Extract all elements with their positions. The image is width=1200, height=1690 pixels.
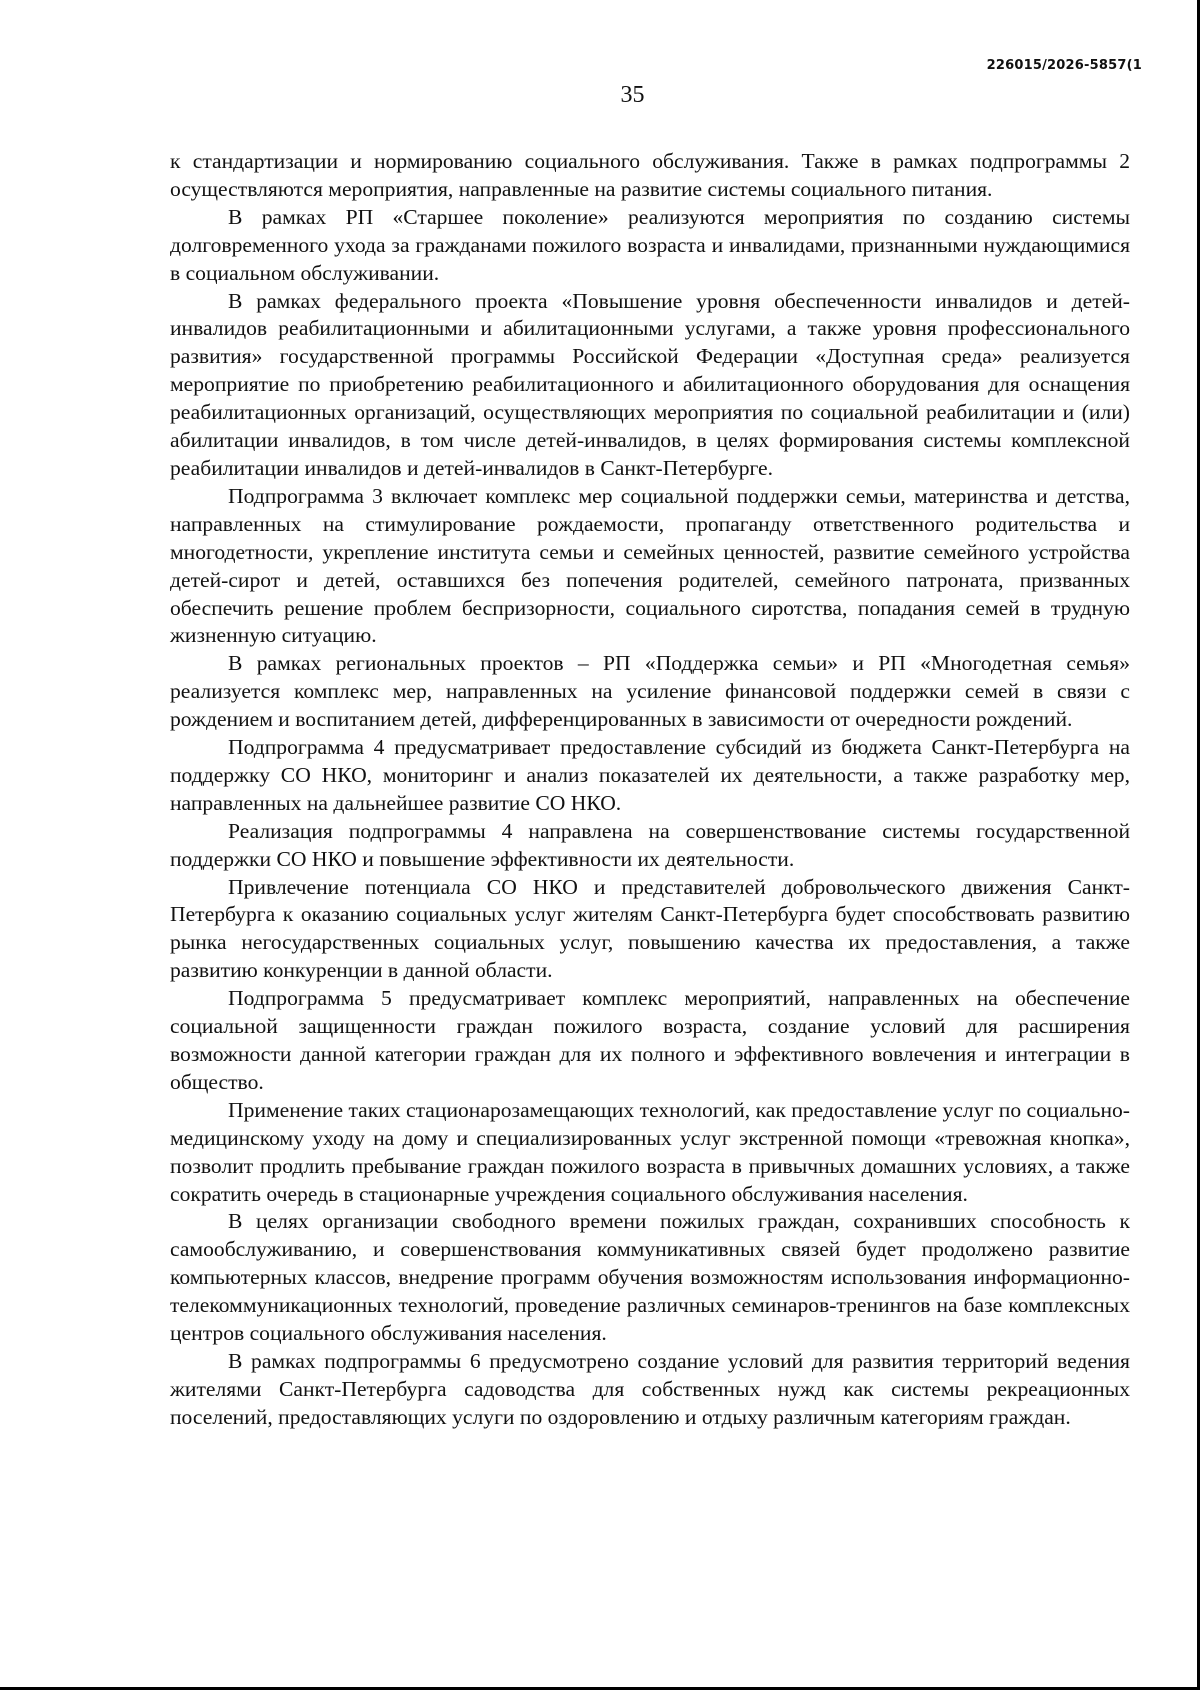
paragraph: Подпрограмма 3 включает комплекс мер социальной поддержки семьи, материнства и детства, направленных на стимулирование рождаемости, пропаганду ответственного родительства и многодетности, укрепление института семьи и семейных ценностей, развитие семейного устройства детей-сирот и детей, оставшихся без попечения родителей, семейного патроната, призванных обеспечить решение проблем беспризорности, социального сиротства, попадания семей в трудную жизненную ситуацию. — [170, 483, 1130, 648]
paragraph: Реализация подпрограммы 4 направлена на совершенствование системы государственной поддержки СО НКО и повышение эффективности их деятельности. — [170, 818, 1130, 871]
paragraph: В целях организации свободного времени пожилых граждан, сохранивших способность к самообслуживанию, и совершенствования коммуникативных связей будет продолжено развитие компьютерных классов, внедрение программ обучения возможностям использования информационно-телекоммуникационных технологий, проведение различных семинаров-тренингов на базе комплексных центров социального обслуживания населения. — [170, 1209, 1130, 1346]
paragraph: В рамках подпрограммы 6 предусмотрено создание условий для развития территорий ведения жителями Санкт-Петербурга садоводства для собственных нужд как системы рекреационных поселений, предоставляющих услуги по оздоровлению и отдыху различным категориям граждан. — [170, 1348, 1130, 1429]
paragraph: к стандартизации и нормированию социального обслуживания. Также в рамках подпрограммы 2 осуществляются мероприятия, направленные на развитие системы социального питания. — [170, 149, 1130, 201]
paragraph: В рамках РП «Старшее поколение» реализуются мероприятия по созданию системы долговременного ухода за гражданами пожилого возраста и инвалидами, признанными нуждающимися в социальном обслуживании. — [170, 204, 1130, 285]
paragraph: В рамках федерального проекта «Повышение уровня обеспеченности инвалидов и детей-инвалидов реабилитационными и абилитационными услугами, а также уровня профессионального развития» государственной программы Российской Федерации «Доступная среда» реализуется мероприятие по приобретению реабилитационного и абилитационного оборудования для оснащения реабилитационных организаций, осуществляющих мероприятия по социальной реабилитации и (или) абилитации инвалидов, в том числе детей-инвалидов, в целях формирования системы комплексной реабилитации инвалидов и детей-инвалидов в Санкт-Петербурге. — [170, 288, 1130, 480]
paragraph: Подпрограмма 5 предусматривает комплекс мероприятий, направленных на обеспечение социальной защищенности граждан пожилого возраста, создание условий для расширения возможности данной категории граждан для их полного и эффективного вовлечения и интеграции в общество. — [170, 986, 1130, 1094]
document-id: 226015/2026-5857(1 — [986, 58, 1142, 73]
paragraph: Подпрограмма 4 предусматривает предоставление субсидий из бюджета Санкт-Петербурга на поддержку СО НКО, мониторинг и анализ показателей их деятельности, а также разработку мер, направленных на дальнейшее развитие СО НКО. — [170, 735, 1130, 815]
document-body — [170, 148, 1130, 1432]
paragraph: В рамках региональных проектов – РП «Поддержка семьи» и РП «Многодетная семья» реализуется комплекс мер, направленных на усиление финансовой поддержки семей в связи с рождением и воспитанием детей, дифференцированных в зависимости от очередности рождений. — [170, 651, 1130, 732]
paragraph: Привлечение потенциала СО НКО и представителей добровольческого движения Санкт-Петербурга к оказанию социальных услуг жителям Санкт-Петербурга будет способствовать развитию рынка негосударственных социальных услуг, повышению качества их предоставления, а также развитию конкуренции в данной области. — [170, 874, 1130, 983]
page-number: 35 — [620, 82, 645, 108]
paragraph: Применение таких стационарозамещающих технологий, как предоставление услуг по социально-медицинскому уходу на дому и специализированных услуг экстренной помощи «тревожная кнопка», позволит продлить пребывание граждан пожилого возраста в привычных домашних условиях, а также сократить очередь в стационарные учреждения социального обслуживания населения. — [170, 1097, 1130, 1206]
